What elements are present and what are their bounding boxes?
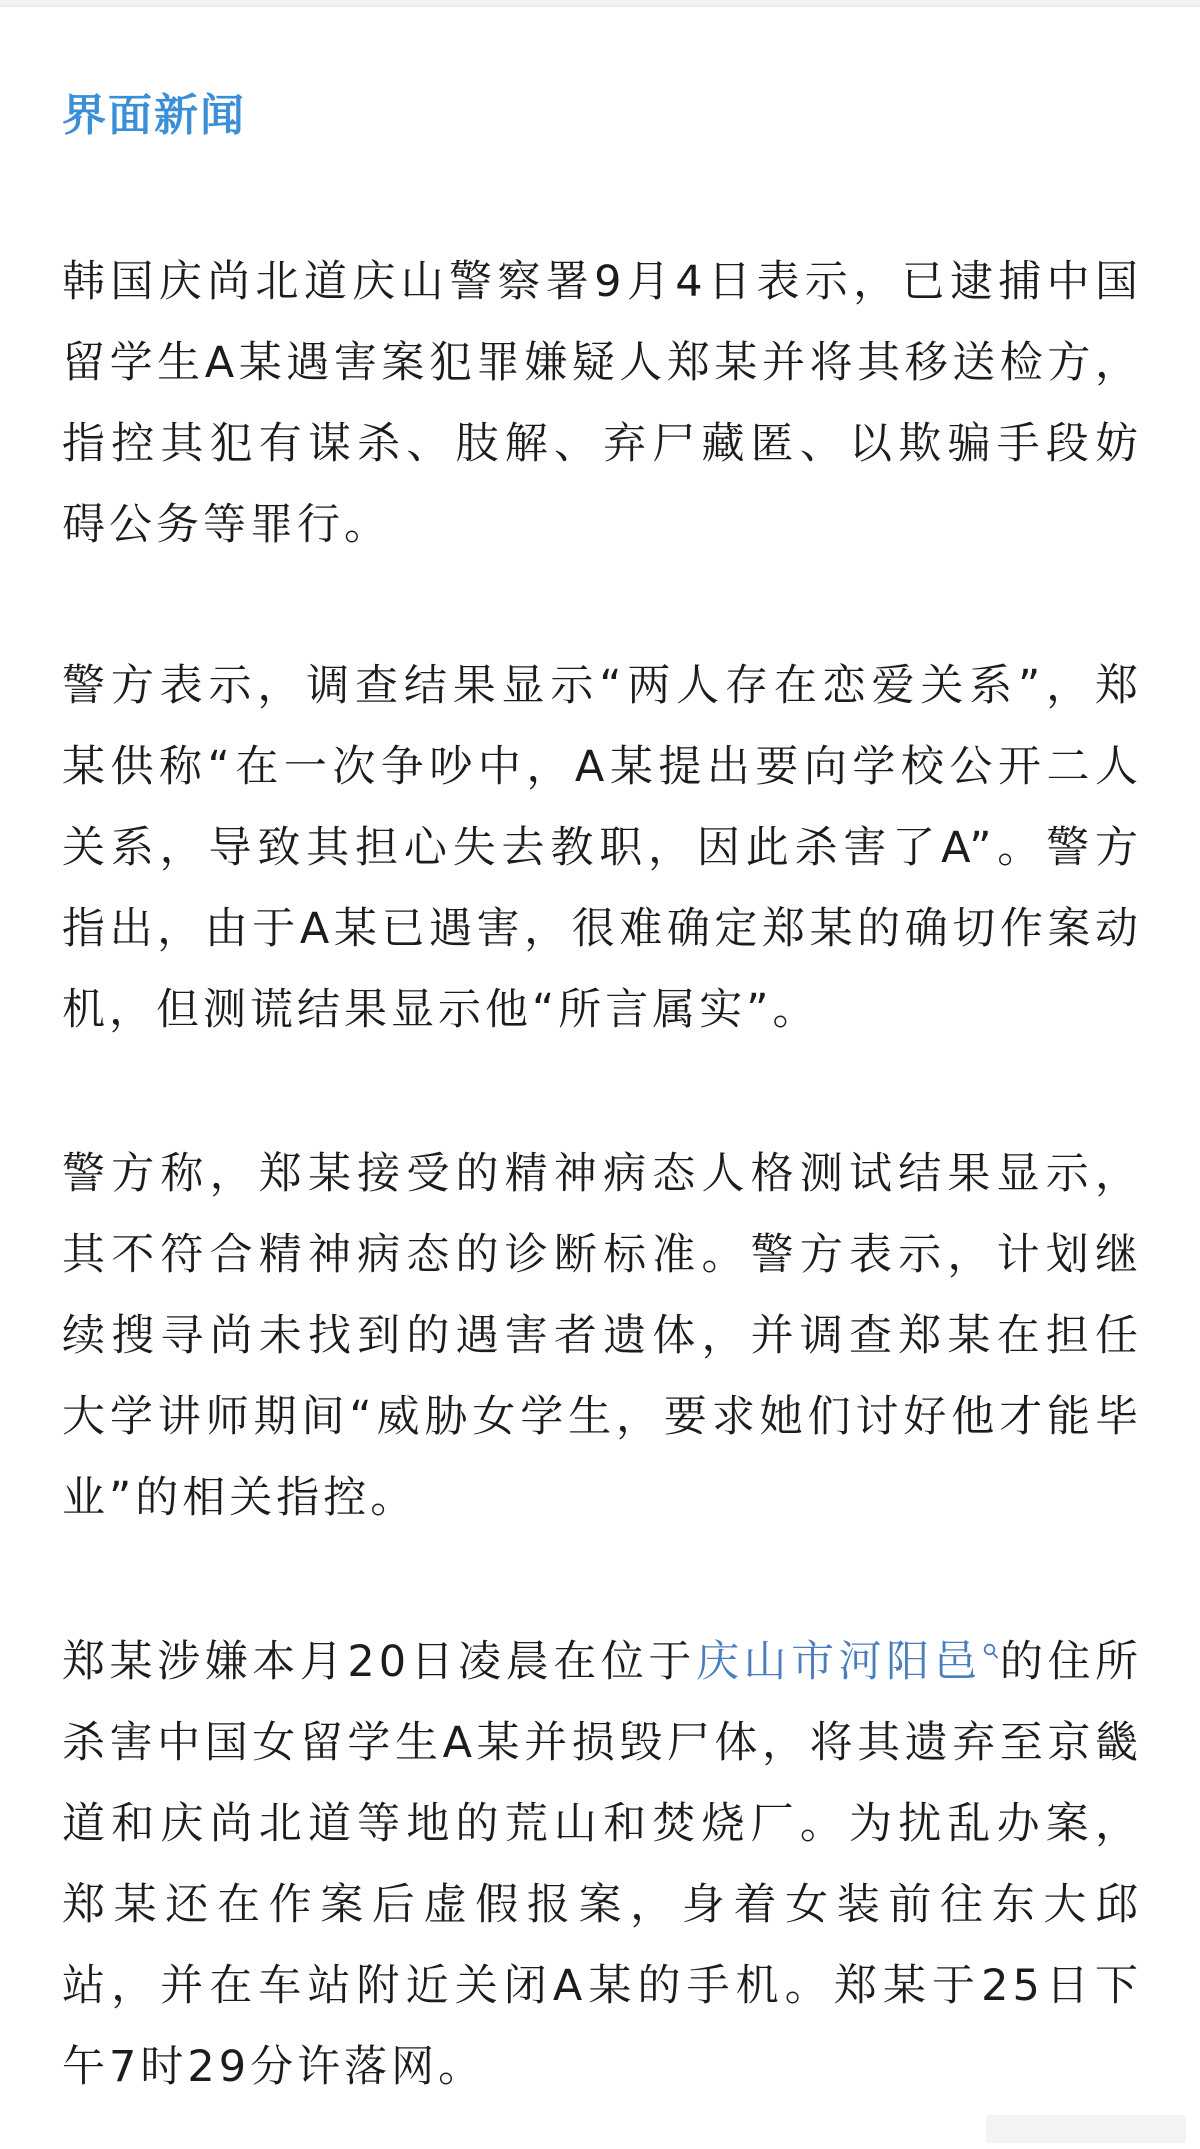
- top-divider: [0, 0, 1200, 7]
- location-search-link[interactable]: [696, 1637, 999, 1687]
- search-icon: [983, 1640, 999, 1666]
- paragraph-arrest: 韩国庆尚北道庆山警察署9月4日表示，已逮捕中国留学生A某遇害案犯罪嫌疑人郑某并将其移送检方，指控其犯有谋杀、肢解、弃尸藏匿、以欺骗手段妨碍公务等罪行。: [62, 257, 1142, 550]
- watermark: [986, 2115, 1186, 2143]
- paragraph-text-after-link: 的住所杀害中国女留学生A某并损毁尸体，将其遗弃至京畿道和庆尚北道等地的荒山和焚烧厂。为扰乱办案，郑某还在作案后虚假报案，身着女装前往东大邱站，并在车站附近关闭A某的手机。郑某于25日下午7时29分许落网。: [62, 1637, 1143, 2092]
- paragraph-motive: 警方表示，调查结果显示“两人存在恋爱关系”，郑某供称“在一次争吵中，A某提出要向学校公开二人关系，导致其担心失去教职，因此杀害了A”。警方指出，由于A某已遇害，很难确定郑某的确切作案动机，但测谎结果显示他“所言属实”。: [62, 661, 1142, 1035]
- location-link-text: 庆山市河阳邑: [695, 1637, 982, 1687]
- paragraph-crime-details: [62, 1622, 1142, 2108]
- paragraph-psych-test: 警方称，郑某接受的精神病态人格测试结果显示，其不符合精神病态的诊断标准。警方表示，计划继续搜寻尚未找到的遇害者遗体，并调查郑某在担任大学讲师期间“威胁女学生，要求她们讨好他才能毕业”的相关指控。: [62, 1149, 1142, 1523]
- article-body: [62, 86, 1143, 2092]
- news-source-label: 界面新闻: [62, 90, 246, 141]
- paragraph-text-before-link: 郑某涉嫌本月20日凌晨在位于: [62, 1637, 696, 1687]
